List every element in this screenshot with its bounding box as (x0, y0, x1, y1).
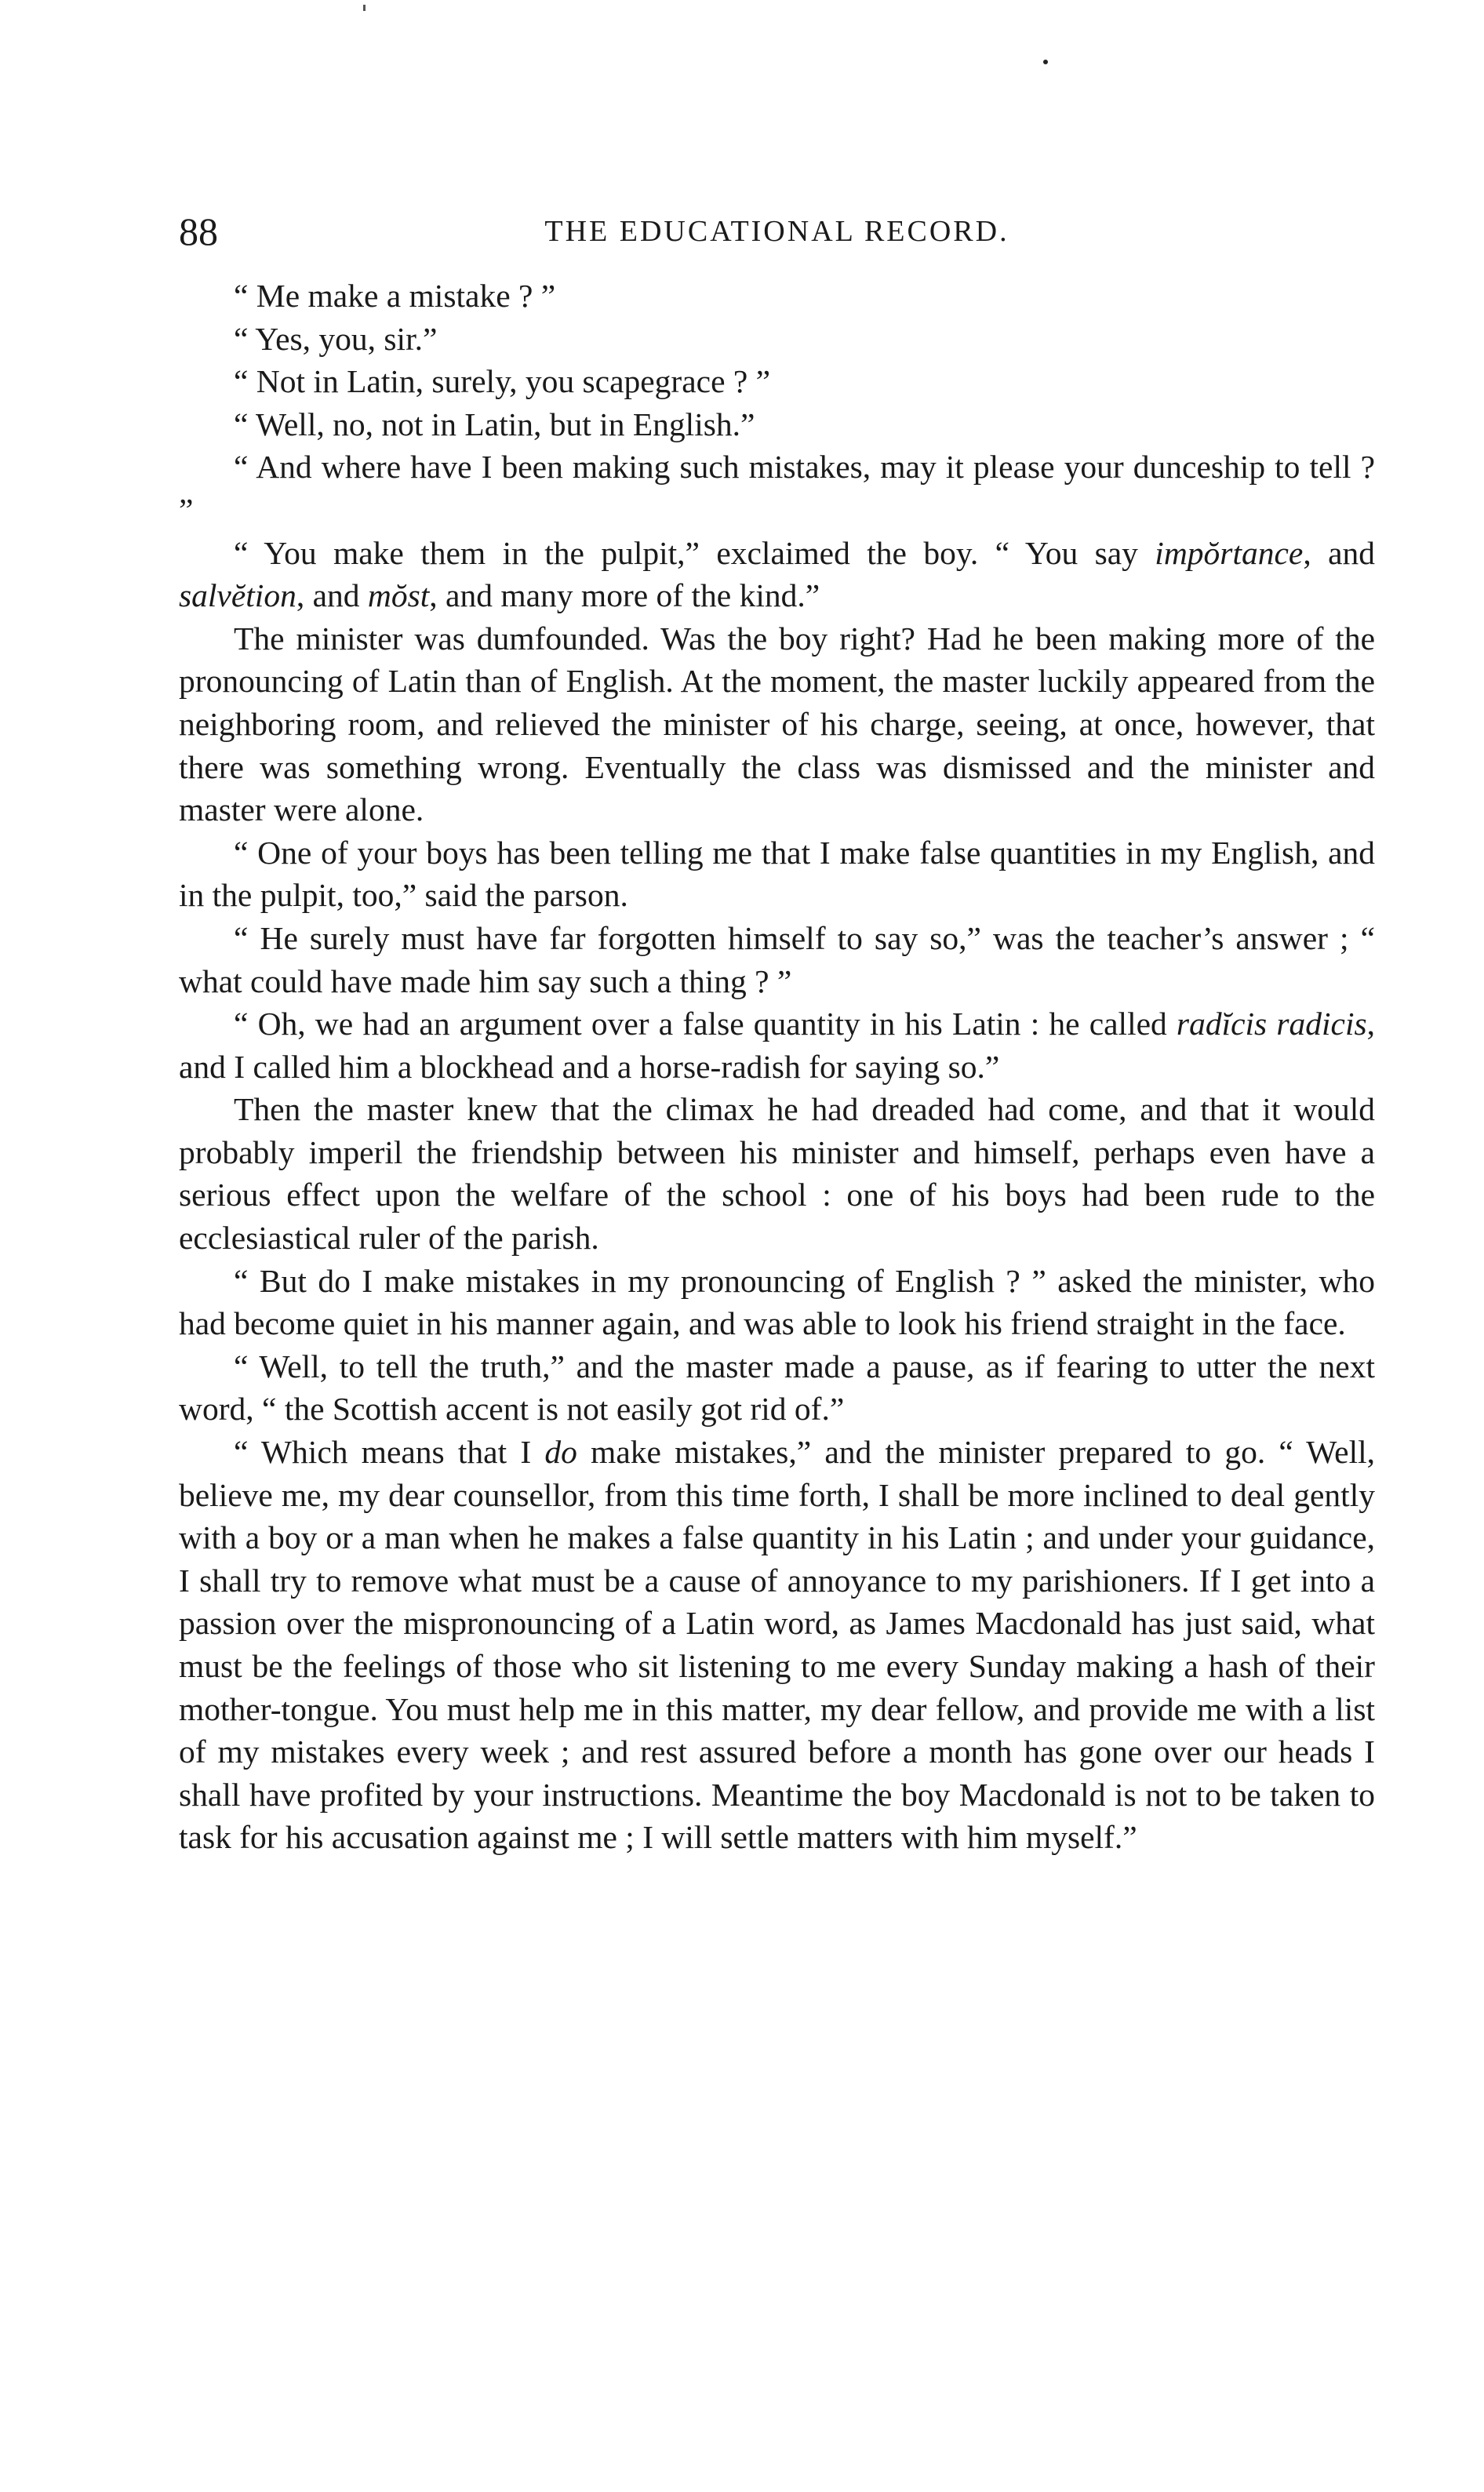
running-head: THE EDUCATIONAL RECORD. (544, 215, 1009, 248)
italic-word: do (544, 1434, 577, 1471)
paragraph (179, 532, 1375, 617)
paragraph: “ Me make a mistake ? ” (234, 278, 556, 314)
paragraph: The minister was dumfounded. Was the boy right? Had he been making more of the pronouncing of Latin than of English. At the moment, the master luckily appeared from the neighboring room, and relieved the minister of his charge, seeing, at once, however, that there was something wrong. Eventually the class was dismissed and the minister and master were alone. (179, 620, 1375, 828)
paragraph: “ Well, no, not in Latin, but in English.” (234, 406, 755, 442)
italic-word: radĭcis radicis (1176, 1006, 1367, 1042)
paragraph-text: , and I called him a blockhead and a horse-radish for saying so.” (179, 1006, 1376, 1085)
paragraph-text: , and (1303, 534, 1376, 571)
paragraph: “ But do I make mistakes in my pronouncing of English ? ” asked the minister, who had become quiet in his manner again, and was able to look his friend straight in the face. (179, 1262, 1375, 1342)
paragraph: “ One of your boys has been telling me that I make false quantities in my English, and in the pulpit, too,” said the parson. (179, 834, 1375, 914)
italic-word: impŏrtance (1155, 534, 1304, 571)
print-speck (363, 5, 366, 11)
paragraph (179, 1002, 1375, 1088)
paragraph: “ Well, to tell the truth,” and the master made a pause, as if fearing to utter the next word, “ the Scottish accent is not easily got rid of.” (179, 1348, 1375, 1428)
paragraph: “ Not in Latin, surely, you scapegrace ? ” (234, 363, 771, 400)
paragraph-text: “ You make them in the pulpit,” exclaimed the boy. “ You say (234, 534, 1155, 571)
paragraph-text: , and (296, 577, 368, 614)
paragraph-text: , and many more of the kind.” (429, 577, 820, 614)
italic-word: mŏst (367, 577, 430, 614)
page-number: 88 (179, 209, 218, 253)
italic-word: salvĕtion (179, 577, 296, 614)
body-text (179, 275, 1375, 1859)
paragraph: “ He surely must have far forgotten himself to say so,” was the teacher’s answer ; “ what could have made him say such a thing ? ” (179, 919, 1375, 999)
paragraph (179, 1431, 1375, 1859)
print-speck (1043, 60, 1048, 64)
paragraph-text: “ Oh, we had an argument over a false quantity in his Latin : he called (234, 1006, 1177, 1042)
page-header (179, 208, 1375, 255)
paragraph: “ And where have I been making such mistakes, may it please your dunceship to tell ? ” (179, 449, 1375, 528)
paragraph-text: make mistakes,” and the minister prepared to go. “ Well, believe me, my dear counsellor, from this time forth, I shall be more inclined to deal gently with a boy or a man when he makes a false quantity in his Latin ; and under your guidance, I shall try to remove what must be a cause of annoyance to my parishioners. If I get into a passion over the mispronouncing of a Latin word, as James Macdonald has just said, what must be the feelings of those who sit listening to me every Sunday making a hash of their mother-tongue. You must help me in this matter, my dear fellow, and provide me with a list of my mistakes every week ; and rest assured before a month has gone over our heads I shall have profited by your instructions. Meantime the boy Macdonald is not to be taken to task for his accusation against me ; I will settle matters with him myself.” (179, 1434, 1375, 1856)
paragraph: Then the master knew that the climax he had dreaded had come, and that it would probably imperil the friendship between his minister and himself, perhaps even have a serious effect upon the welfare of the school : one of his boys had been rude to the ecclesiastical ruler of the parish. (179, 1091, 1375, 1257)
paragraph-text: “ Which means that I (234, 1434, 545, 1471)
paragraph: “ Yes, you, sir.” (234, 320, 438, 357)
